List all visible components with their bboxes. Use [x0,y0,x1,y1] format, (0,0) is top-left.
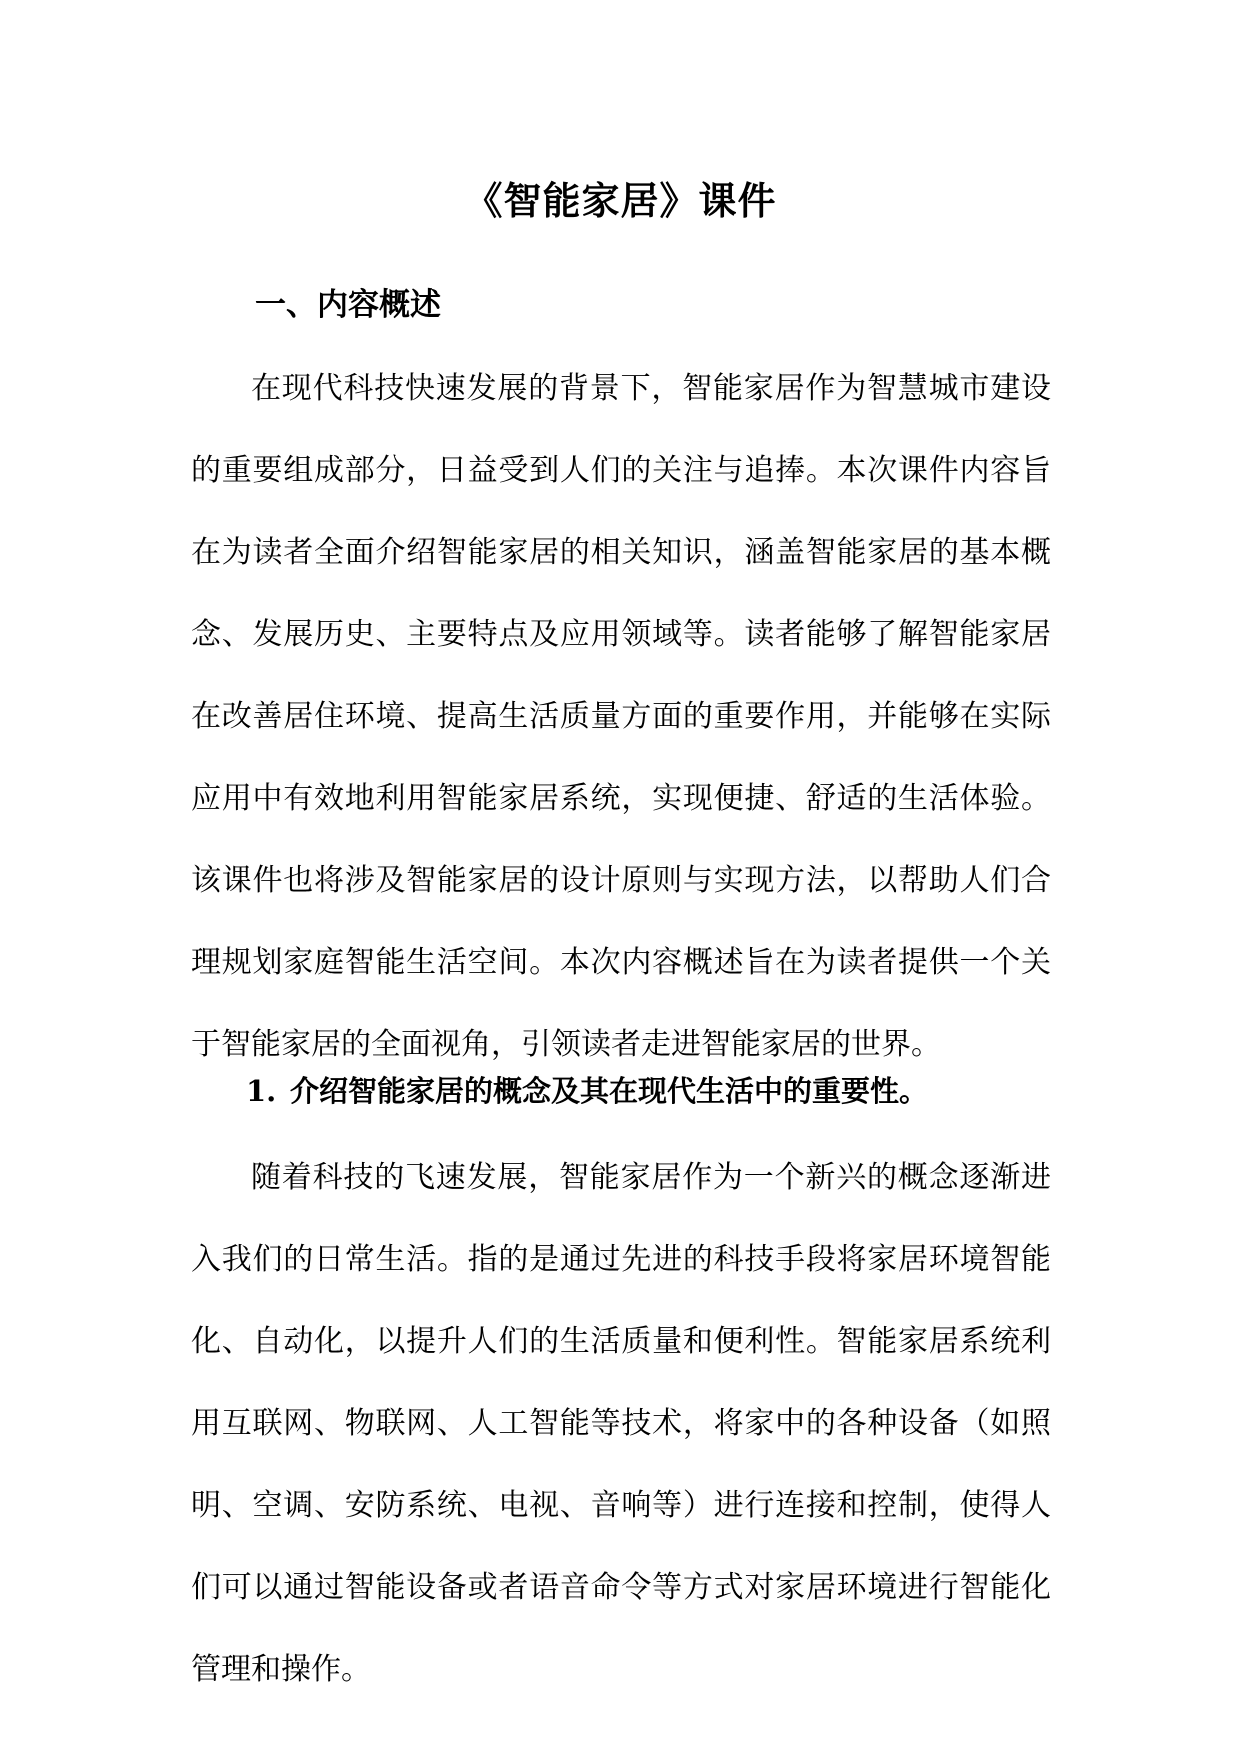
section-heading-overview: 一、内容概述 [255,287,441,323]
overview-paragraph: 在现代科技快速发展的背景下，智能家居作为智慧城市建设的重要组成部分，日益受到人们的关注与追捧。本次课件内容旨在为读者全面介绍智能家居的相关知识，涵盖智能家居的基本概念、发展历史、主要特点及应用领域等。读者能够了解智能家居在改善居住环境、提高生活质量方面的重要作用，并能够在实际应用中有效地利用智能家居系统，实现便捷、舒适的生活体验。该课件也将涉及智能家居的设计原则与实现方法，以帮助人们合理规划家庭智能生活空间。本次内容概述旨在为读者提供一个关于智能家居的全面视角，引领读者走进智能家居的世界。 [191,371,1051,1062]
subsection-heading-text: 介绍智能家居的概念及其在现代生活中的重要性。 [290,1074,929,1108]
concept-paragraph: 随着科技的飞速发展，智能家居作为一个新兴的概念逐渐进入我们的日常生活。指的是通过先进的科技手段将家居环境智能化、自动化，以提升人们的生活质量和便利性。智能家居系统利用互联网、物联网、人工智能等技术，将家中的各种设备（如照明、空调、安防系统、电视、音响等）进行连接和控制，使得人们可以通过智能设备或者语音命令等方式对家居环境进行智能化管理和操作。 [191,1160,1051,1687]
document-title: 《智能家居》课件 [464,178,777,224]
subsection-heading [246,1070,928,1112]
subsection-number: 1. [246,1074,277,1108]
